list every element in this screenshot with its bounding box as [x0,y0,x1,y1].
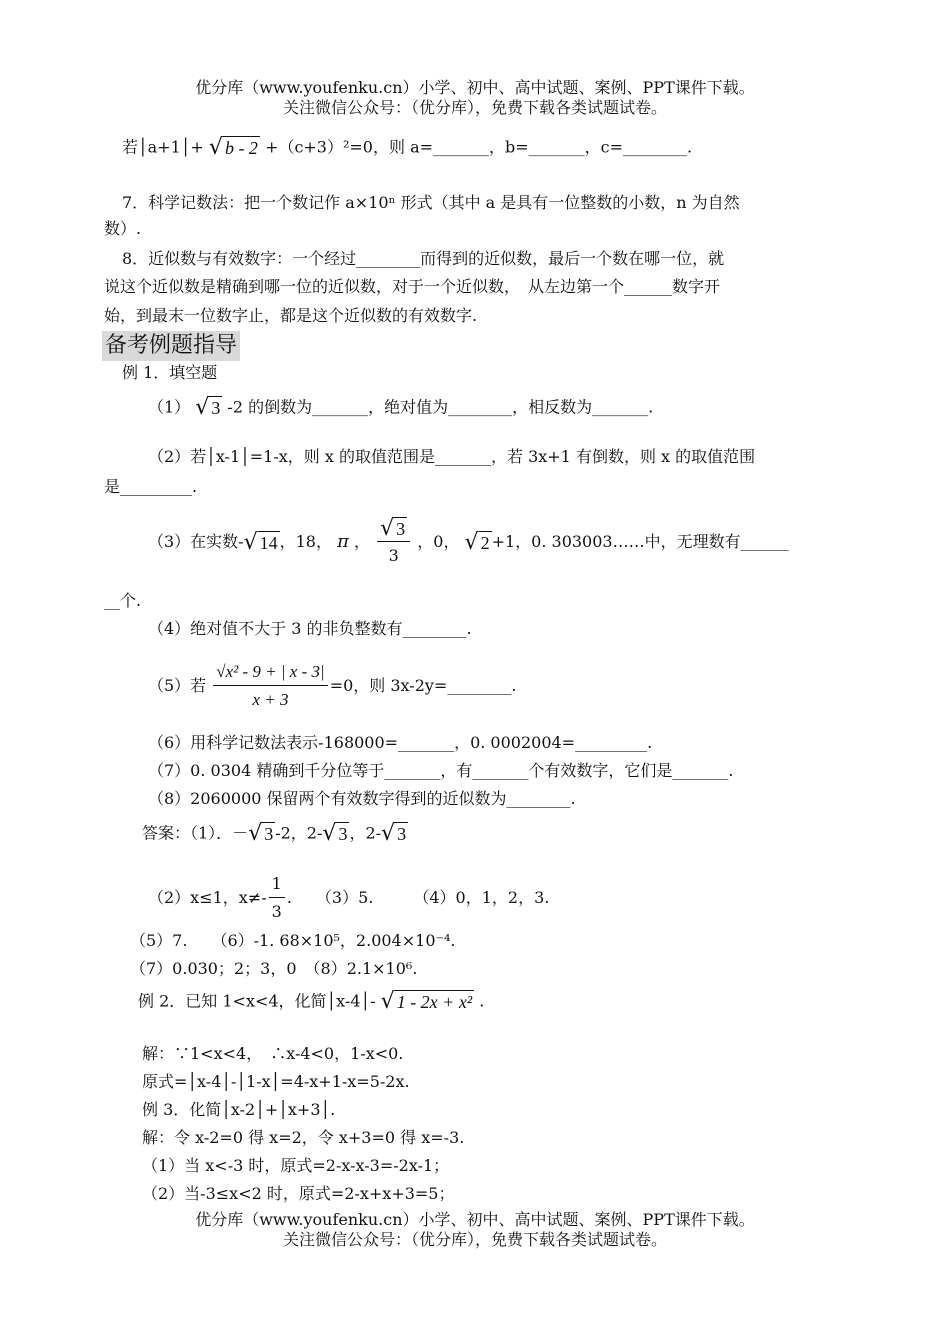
item8-line1: 8．近似数与有效数字：一个经过________而得到的近似数，最后一个数在哪一位，就 [122,249,725,268]
sqrt-3: √ 3 [322,821,348,846]
a1-prefix: 答案：（1）．－ [142,823,249,843]
example1-q2-line2: 是_________. [104,477,198,496]
example1-q8: （8）2060000 保留两个有效数字得到的近似数为________. [148,789,576,808]
q3-mid3: ，0， [417,532,460,551]
example2-title-prefix: 例 2．已知 1<x<4，化简│x-4│- [138,991,376,1011]
footer-line-2: 关注微信公众号：（优分库），免费下载各类试题试卷。 [282,1230,667,1249]
example3-title: 例 3．化简│x-2│+│x+3│. [142,1100,336,1119]
numerator: √x² - 9 + | x - 3| [213,659,327,686]
a2-suffix: . （3）5. （4）0，1，2，3. [286,888,550,907]
sqrt-14: √ 14 [243,529,278,555]
example1-q4: （4）绝对值不大于 3 的非负整数有________. [148,619,472,638]
example1-q5 [148,656,516,716]
denominator: 3 [388,546,399,565]
q3-mid2: ， [354,532,371,551]
example2-title [138,990,484,1014]
denominator: x + 3 [252,690,289,709]
example3-solution-2: （1）当 x<-3 时，原式=2-x-x-3=-2x-1； [142,1156,450,1175]
item8-line3: 始，到最末一位数字止，都是这个近似数的有效数字. [104,306,478,325]
radicand: 3 [397,824,407,844]
example3-solution-1: 解：令 x-2=0 得 x=2，令 x+3=0 得 x=-3. [142,1128,465,1147]
example2-title-suffix: . [479,991,485,1011]
item7-line2: 数）. [104,219,142,238]
q3-suffix: +1，0. 303003……中，无理数有______ [491,532,789,551]
pi-symbol: π [337,531,349,552]
radicand: 3 [264,824,274,844]
radicand: 1 - 2x + x² [396,992,473,1012]
top-problem [122,136,692,160]
sqrt-1-2x-x2: √ 1 - 2x + x² [380,989,473,1014]
answers-line3: （5）7. （6）-1. 68×10⁵，2.004×10⁻⁴. [130,931,456,950]
radicand: 3 [338,824,348,844]
section-title: 备考例题指导 [102,331,240,361]
a1-mid2: ，2- [349,823,382,843]
sqrt-3: √ 3 [195,395,221,420]
q1-prefix: （1） [148,397,191,417]
q5-prefix: （5）若 [148,676,207,695]
item8-line2: 说这个近似数是精确到哪一位的近似数，对于一个近似数， 从左边第一个______数字开 [104,277,721,296]
radicand: 3 [211,398,221,418]
item7-line1: 7．科学记数法：把一个数记作 a×10ⁿ 形式（其中 a 是具有一位整数的小数，n 为自然 [122,193,740,212]
example1-q6: （6）用科学记数法表示-168000=_______，0. 0002004=_________. [148,733,653,752]
example1-q2-line1: （2）若│x-1│=1-x，则 x 的取值范围是_______，若 3x+1 有倒数，则 x 的取值范围 [148,447,756,466]
example1-title: 例 1．填空题 [122,363,218,382]
sqrt-3: √ 3 [248,821,274,846]
answers-line2 [148,870,549,926]
fraction-sqrt3-over-3: √ 3 3 [377,515,410,570]
top-problem-prefix: 若│a+1│+ [122,137,204,157]
radicand: 3 [396,518,406,539]
header-line-1: 优分库（www.youfenku.cn）小学、初中、高中试题、案例、PPT课件下载。 [195,78,755,97]
example1-q3-line2: __个. [104,591,142,610]
footer-line-1: 优分库（www.youfenku.cn）小学、初中、高中试题、案例、PPT课件下载。 [195,1210,755,1229]
answers-line1 [142,822,408,846]
top-problem-suffix: +（c+3）²=0，则 a=_______，b=_______，c=________. [265,137,693,157]
denominator: 3 [271,902,282,921]
numerator: 1 [269,871,285,898]
fraction-one-third [269,871,285,926]
sqrt-b-minus-2: √ b - 2 [208,135,258,160]
example1-q7: （7）0. 0304 精确到千分位等于_______，有_______个有效数字，它们是_______. [148,761,734,780]
q1-suffix: -2 的倒数为_______，绝对值为________，相反数为_______. [227,397,654,417]
a2-prefix: （2）x≤1，x≠- [148,888,267,907]
q5-suffix: =0，则 3x-2y=________. [329,676,517,695]
q3-prefix: （3）在实数- [148,532,244,551]
example2-solution-2: 原式=│x-4│-│1-x│=4-x+1-x=5-2x. [142,1072,410,1091]
radicand: 14 [259,532,278,553]
example1-q3 [148,512,789,572]
sqrt-radicand: b - 2 [224,138,258,158]
header-line-2: 关注微信公众号：（优分库），免费下载各类试题试卷。 [282,98,667,117]
sqrt-3: √ 3 [381,821,407,846]
example2-solution-1: 解：∵1<x<4， ∴x-4<0，1-x<0. [142,1044,404,1063]
answers-line4: （7）0.030；2；3，0 （8）2.1×10⁶. [130,959,418,978]
q5-fraction [213,659,327,714]
sqrt-2: √ 2 [464,529,490,555]
example3-solution-3: （2）当-3≤x<2 时，原式=2-x+x+3=5； [142,1184,455,1203]
a1-mid1: -2，2- [275,823,323,843]
q3-mid1: ，18， [279,532,332,551]
radicand: 2 [480,532,490,553]
example1-q1 [148,396,653,420]
